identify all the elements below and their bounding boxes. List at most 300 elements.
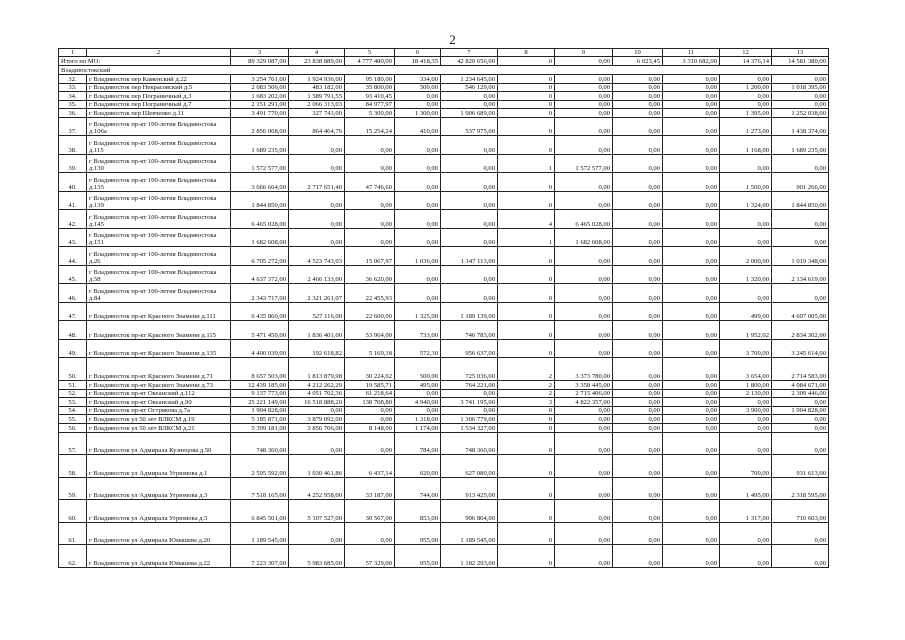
value-cell: 0,00 (289, 432, 345, 455)
value-cell: 0,00 (289, 228, 345, 247)
value-cell: 0,00 (555, 302, 613, 321)
column-number-cell: 2 (87, 49, 231, 57)
value-cell: 710 603,00 (772, 500, 829, 523)
value-cell: 0 (498, 339, 555, 358)
row-index: 39. (59, 154, 87, 173)
column-number-cell: 11 (663, 49, 720, 57)
value-cell: 0,00 (289, 210, 345, 229)
value-cell: 2 (498, 380, 555, 389)
column-number-cell: 10 (613, 49, 663, 57)
value-cell: 901 266,00 (772, 173, 829, 192)
value-cell: 1 438 374,00 (772, 117, 829, 136)
value-cell: 53 964,00 (345, 321, 395, 340)
value-cell: 0,00 (613, 455, 663, 478)
value-cell: 1 904 828,00 (772, 406, 829, 415)
value-cell: 1 844 850,00 (231, 191, 289, 210)
data-table (58, 48, 829, 568)
value-cell: 9 137 773,00 (231, 389, 289, 398)
column-number-cell: 9 (555, 49, 613, 57)
value-cell: 3 (498, 398, 555, 407)
total-value-cell: 14 581 380,00 (772, 57, 829, 66)
value-cell: 1 836 401,00 (289, 321, 345, 340)
table-row (59, 398, 829, 407)
table-row (59, 136, 829, 155)
value-cell: 0 (498, 500, 555, 523)
value-cell: 0,00 (772, 415, 829, 424)
value-cell: 8 657 503,00 (231, 358, 289, 381)
value-cell: 0,00 (613, 380, 663, 389)
row-index: 54. (59, 406, 87, 415)
section-label: Владивостокский (59, 66, 829, 75)
column-number-cell: 6 (395, 49, 441, 57)
page-number: 2 (449, 32, 456, 47)
row-index: 32. (59, 75, 87, 84)
value-cell: 572,30 (395, 339, 441, 358)
value-cell: 5 107 527,00 (289, 500, 345, 523)
value-cell: 0,00 (555, 522, 613, 545)
value-cell: 784,00 (395, 432, 441, 455)
value-cell: 0 (498, 191, 555, 210)
address-cell: г Владивосток пр-кт Красного Знамени д.71 (87, 358, 231, 381)
value-cell: 0,00 (663, 265, 720, 284)
value-cell: 15 254,24 (345, 117, 395, 136)
value-cell: 0,00 (663, 284, 720, 303)
table-row (59, 247, 829, 266)
value-cell: 0,00 (613, 173, 663, 192)
value-cell: 0,00 (395, 154, 441, 173)
value-cell: 33 187,00 (345, 477, 395, 500)
value-cell: 2 714 583,00 (772, 358, 829, 381)
value-cell: 1 036,00 (395, 247, 441, 266)
value-cell: 0,00 (289, 406, 345, 415)
value-cell: 2 595 592,00 (231, 455, 289, 478)
value-cell: 0,00 (395, 92, 441, 101)
value-cell: 0,00 (663, 500, 720, 523)
value-cell: 0,00 (345, 415, 395, 424)
value-cell: 0,00 (772, 398, 829, 407)
value-cell: 2 151 291,00 (231, 100, 289, 109)
value-cell: 0,00 (441, 92, 498, 101)
value-cell: 0,00 (289, 522, 345, 545)
value-cell: 620,00 (395, 455, 441, 478)
value-cell: 22 455,93 (345, 284, 395, 303)
column-number-cell: 5 (345, 49, 395, 57)
value-cell: 0,00 (555, 100, 613, 109)
row-index: 35. (59, 100, 87, 109)
value-cell: 0,00 (441, 100, 498, 109)
total-value-cell: 89 329 087,00 (231, 57, 289, 66)
table-row (59, 117, 829, 136)
value-cell: 0,00 (395, 389, 441, 398)
value-cell: 5 300,00 (345, 109, 395, 118)
value-cell: 0 (498, 432, 555, 455)
value-cell: 1 325,00 (395, 302, 441, 321)
value-cell: 35 800,00 (345, 83, 395, 92)
value-cell: 1 200,00 (720, 83, 772, 92)
value-cell: 0,00 (555, 321, 613, 340)
value-cell: 0,00 (772, 154, 829, 173)
value-cell: 0,00 (395, 136, 441, 155)
value-cell: 3 741 195,00 (441, 398, 498, 407)
value-cell: 0,00 (613, 247, 663, 266)
value-cell: 0,00 (772, 423, 829, 432)
address-cell: г Владивосток пер Каменский д.22 (87, 75, 231, 84)
address-cell: г Владивосток пр-кт 100-летия Владивостока д.130 (87, 154, 231, 173)
value-cell: 0,00 (395, 191, 441, 210)
row-index: 45. (59, 265, 87, 284)
address-cell: г Владивосток пр-кт 100-летия Владивостока д.58 (87, 265, 231, 284)
value-cell: 4 523 743,03 (289, 247, 345, 266)
value-cell: 0,00 (555, 173, 613, 192)
value-cell: 2 321 261,07 (289, 284, 345, 303)
column-number-row (59, 49, 829, 57)
value-cell: 1 147 113,00 (441, 247, 498, 266)
table-row (59, 545, 829, 568)
value-cell: 0,00 (720, 432, 772, 455)
value-cell: 7 223 307,00 (231, 545, 289, 568)
value-cell: 1 189 545,00 (231, 522, 289, 545)
value-cell: 0 (498, 173, 555, 192)
value-cell: 0,00 (441, 389, 498, 398)
address-cell: г Владивосток пер Пограничный д.3 (87, 92, 231, 101)
value-cell: 955,00 (395, 522, 441, 545)
row-index: 34. (59, 92, 87, 101)
value-cell: 0,00 (555, 92, 613, 101)
value-cell: 0,00 (663, 302, 720, 321)
value-cell: 0,00 (613, 389, 663, 398)
value-cell: 138 708,80 (345, 398, 395, 407)
address-cell: г Владивосток ул Адмирала Угрюмова д.1 (87, 455, 231, 478)
value-cell: 0,00 (345, 154, 395, 173)
value-cell: 0,00 (345, 191, 395, 210)
value-cell: 0,00 (555, 406, 613, 415)
value-cell: 0,00 (613, 284, 663, 303)
value-cell: 864 464,76 (289, 117, 345, 136)
row-index: 56. (59, 423, 87, 432)
value-cell: 5 185 871,00 (231, 415, 289, 424)
total-value-cell: 42 820 656,00 (441, 57, 498, 66)
value-cell: 0,00 (555, 432, 613, 455)
value-cell: 0,00 (345, 210, 395, 229)
value-cell: 0,00 (613, 92, 663, 101)
table-row (59, 389, 829, 398)
value-cell: 0,00 (663, 136, 720, 155)
value-cell: 0,00 (613, 321, 663, 340)
value-cell: 1 689 235,00 (231, 136, 289, 155)
value-cell: 2 343 717,00 (231, 284, 289, 303)
value-cell: 0,00 (555, 545, 613, 568)
value-cell: 0,00 (555, 117, 613, 136)
value-cell: 3 373 780,00 (555, 358, 613, 381)
value-cell: 1 500,00 (720, 173, 772, 192)
table-row (59, 100, 829, 109)
value-cell: 0,00 (663, 477, 720, 500)
value-cell: 0,00 (613, 522, 663, 545)
column-number-cell: 7 (441, 49, 498, 57)
value-cell: 1 904 828,00 (231, 406, 289, 415)
value-cell: 1 952,02 (720, 321, 772, 340)
row-index: 52. (59, 389, 87, 398)
value-cell: 0 (498, 284, 555, 303)
value-cell: 495,00 (395, 380, 441, 389)
value-cell: 30 567,00 (345, 500, 395, 523)
table-row (59, 321, 829, 340)
value-cell: 853,00 (395, 500, 441, 523)
total-value-cell: 18 418,35 (395, 57, 441, 66)
row-index: 36. (59, 109, 87, 118)
table-row (59, 500, 829, 523)
value-cell: 0,00 (663, 415, 720, 424)
value-cell: 2 856 068,00 (231, 117, 289, 136)
value-cell: 2 083 506,00 (231, 83, 289, 92)
value-cell: 0,00 (555, 415, 613, 424)
value-cell: 0,00 (613, 302, 663, 321)
table-row (59, 228, 829, 247)
value-cell: 3 358 445,00 (555, 380, 613, 389)
value-cell: 0,00 (441, 284, 498, 303)
column-number-cell: 3 (231, 49, 289, 57)
address-cell: г Владивосток ул 50 лет ВЛКСМ д.21 (87, 423, 231, 432)
value-cell: 627 080,00 (441, 455, 498, 478)
address-cell: г Владивосток пр-кт Красного Знамени д.73 (87, 380, 231, 389)
table-row (59, 522, 829, 545)
value-cell: 1 (498, 154, 555, 173)
value-cell: 0,00 (555, 109, 613, 118)
address-cell: г Владивосток пер Шевченко д.11 (87, 109, 231, 118)
total-value-cell: 14 376,14 (720, 57, 772, 66)
value-cell: 0,00 (772, 432, 829, 455)
value-cell: 4 822 357,00 (555, 398, 613, 407)
value-cell: 0,00 (613, 500, 663, 523)
value-cell: 84 977,97 (345, 100, 395, 109)
value-cell: 0,00 (720, 210, 772, 229)
value-cell: 0,00 (772, 545, 829, 568)
value-cell: 0,00 (663, 432, 720, 455)
value-cell: 47 746,60 (345, 173, 395, 192)
value-cell: 0 (498, 75, 555, 84)
table-row (59, 284, 829, 303)
value-cell: 0,00 (720, 75, 772, 84)
value-cell: 0,00 (663, 210, 720, 229)
row-index: 62. (59, 545, 87, 568)
address-cell: г Владивосток пр-кт 100-летия Владивостока д.115 (87, 136, 231, 155)
table-row (59, 415, 829, 424)
value-cell: 0,00 (395, 210, 441, 229)
value-cell: 1 924 936,00 (289, 75, 345, 84)
value-cell: 334,00 (395, 75, 441, 84)
value-cell: 0 (498, 83, 555, 92)
total-row (59, 57, 829, 66)
value-cell: 0,00 (663, 380, 720, 389)
value-cell: 0,00 (289, 154, 345, 173)
value-cell: 0,00 (772, 100, 829, 109)
section-row (59, 66, 829, 75)
table-row (59, 406, 829, 415)
address-cell: г Владивосток пер Пограничный д.7 (87, 100, 231, 109)
value-cell: 0,00 (613, 100, 663, 109)
value-cell: 4 (498, 210, 555, 229)
value-cell: 0,00 (613, 358, 663, 381)
value-cell: 0,00 (555, 75, 613, 84)
value-cell: 1 (498, 228, 555, 247)
value-cell: 0,00 (663, 406, 720, 415)
value-cell: 0,00 (663, 545, 720, 568)
value-cell: 0,00 (345, 522, 395, 545)
value-cell: 1 906 689,00 (441, 109, 498, 118)
value-cell: 0,00 (555, 284, 613, 303)
address-cell: г Владивосток пр-кт 100-летия Владивостока д.106а (87, 117, 231, 136)
value-cell: 2 466 133,00 (289, 265, 345, 284)
value-cell: 0,00 (663, 191, 720, 210)
value-cell: 0 (498, 477, 555, 500)
column-number-cell: 13 (772, 49, 829, 57)
value-cell: 0,00 (720, 415, 772, 424)
value-cell: 0,00 (441, 191, 498, 210)
value-cell: 0,00 (395, 265, 441, 284)
row-index: 53. (59, 398, 87, 407)
total-value-cell: 6 023,45 (613, 57, 663, 66)
value-cell: 0,00 (613, 210, 663, 229)
value-cell: 5 399 181,00 (231, 423, 289, 432)
value-cell: 0,00 (289, 191, 345, 210)
value-cell: 733,00 (395, 321, 441, 340)
value-cell: 8 148,00 (345, 423, 395, 432)
value-cell: 0,00 (613, 265, 663, 284)
value-cell: 0,00 (720, 398, 772, 407)
value-cell: 0,00 (663, 389, 720, 398)
value-cell: 913 425,00 (441, 477, 498, 500)
value-cell: 0,00 (663, 173, 720, 192)
value-cell: 36 620,00 (345, 265, 395, 284)
row-index: 61. (59, 522, 87, 545)
value-cell: 6 705 272,00 (231, 247, 289, 266)
row-index: 46. (59, 284, 87, 303)
value-cell: 1 844 850,00 (772, 191, 829, 210)
value-cell: 996 804,00 (441, 500, 498, 523)
value-cell: 0,00 (613, 228, 663, 247)
value-cell: 0,00 (441, 154, 498, 173)
address-cell: г Владивосток ул Адмирала Угрюмова д.3 (87, 477, 231, 500)
value-cell: 4 940,00 (395, 398, 441, 407)
value-cell: 0 (498, 247, 555, 266)
value-cell: 2 000,00 (720, 247, 772, 266)
value-cell: 1 317,00 (720, 500, 772, 523)
value-cell: 1 682 608,00 (555, 228, 613, 247)
value-cell: 0,00 (613, 423, 663, 432)
value-cell: 0,00 (441, 136, 498, 155)
value-cell: 0,00 (613, 136, 663, 155)
value-cell: 0,00 (289, 136, 345, 155)
value-cell: 1 683 202,00 (231, 92, 289, 101)
address-cell: г Владивосток пр-кт 100-летия Владивостока д.151 (87, 228, 231, 247)
value-cell: 3 666 664,00 (231, 173, 289, 192)
column-number-cell: 1 (59, 49, 87, 57)
row-index: 47. (59, 302, 87, 321)
value-cell: 1 813 879,98 (289, 358, 345, 381)
value-cell: 3 254 761,00 (231, 75, 289, 84)
value-cell: 0,00 (663, 339, 720, 358)
value-cell: 93 410,45 (345, 92, 395, 101)
row-index: 33. (59, 83, 87, 92)
value-cell: 1 589 791,55 (289, 92, 345, 101)
value-cell: 2 (498, 358, 555, 381)
value-cell: 2 834 302,00 (772, 321, 829, 340)
value-cell: 0 (498, 136, 555, 155)
value-cell: 1 572 577,00 (231, 154, 289, 173)
value-cell: 6 435 860,00 (231, 302, 289, 321)
row-index: 42. (59, 210, 87, 229)
value-cell: 0 (498, 109, 555, 118)
value-cell: 931 613,00 (772, 455, 829, 478)
value-cell: 0,00 (441, 406, 498, 415)
row-index: 51. (59, 380, 87, 389)
value-cell: 2 066 313,03 (289, 100, 345, 109)
table-row (59, 302, 829, 321)
address-cell: г Владивосток пр-кт Океанский д.112 (87, 389, 231, 398)
value-cell: 0 (498, 92, 555, 101)
value-cell: 2 318 595,00 (772, 477, 829, 500)
value-cell: 0 (498, 415, 555, 424)
value-cell: 3 856 706,00 (289, 423, 345, 432)
value-cell: 0,00 (663, 423, 720, 432)
value-cell: 0,00 (441, 173, 498, 192)
value-cell: 2 130,00 (720, 389, 772, 398)
value-cell: 0,00 (613, 154, 663, 173)
value-cell: 748 360,00 (441, 432, 498, 455)
value-cell: 1 182 293,00 (441, 545, 498, 568)
table-row (59, 109, 829, 118)
value-cell: 0,00 (613, 406, 663, 415)
table-row (59, 92, 829, 101)
row-index: 40. (59, 173, 87, 192)
value-cell: 6 465 028,00 (231, 210, 289, 229)
total-value-cell: 0,00 (555, 57, 613, 66)
value-cell: 19 585,71 (345, 380, 395, 389)
value-cell: 0,00 (720, 228, 772, 247)
value-cell: 0,00 (772, 228, 829, 247)
row-index: 43. (59, 228, 87, 247)
value-cell: 3 879 092,00 (289, 415, 345, 424)
value-cell: 0,00 (555, 247, 613, 266)
value-cell: 0,00 (613, 477, 663, 500)
value-cell: 0,00 (613, 117, 663, 136)
value-cell: 2 309 446,00 (772, 389, 829, 398)
value-cell: 1 306 779,00 (441, 415, 498, 424)
value-cell: 2 715 406,00 (555, 389, 613, 398)
value-cell: 537 975,00 (441, 117, 498, 136)
value-cell: 1 682 608,00 (231, 228, 289, 247)
column-number-cell: 12 (720, 49, 772, 57)
table-row (59, 154, 829, 173)
value-cell: 0,00 (613, 415, 663, 424)
value-cell: 5 169,18 (345, 339, 395, 358)
value-cell: 0,00 (663, 75, 720, 84)
value-cell: 0,00 (441, 210, 498, 229)
row-index: 59. (59, 477, 87, 500)
value-cell: 0,00 (720, 284, 772, 303)
row-index: 48. (59, 321, 87, 340)
value-cell: 0,00 (555, 477, 613, 500)
address-cell: г Владивосток пер Некрасовский д.5 (87, 83, 231, 92)
value-cell: 0,00 (555, 500, 613, 523)
value-cell: 1 018 395,00 (772, 83, 829, 92)
value-cell: 2 (498, 389, 555, 398)
value-cell: 3 245 614,00 (772, 339, 829, 358)
value-cell: 0,00 (345, 136, 395, 155)
total-value-cell: 23 838 889,00 (289, 57, 345, 66)
value-cell: 0,00 (663, 398, 720, 407)
value-cell: 0,00 (663, 109, 720, 118)
